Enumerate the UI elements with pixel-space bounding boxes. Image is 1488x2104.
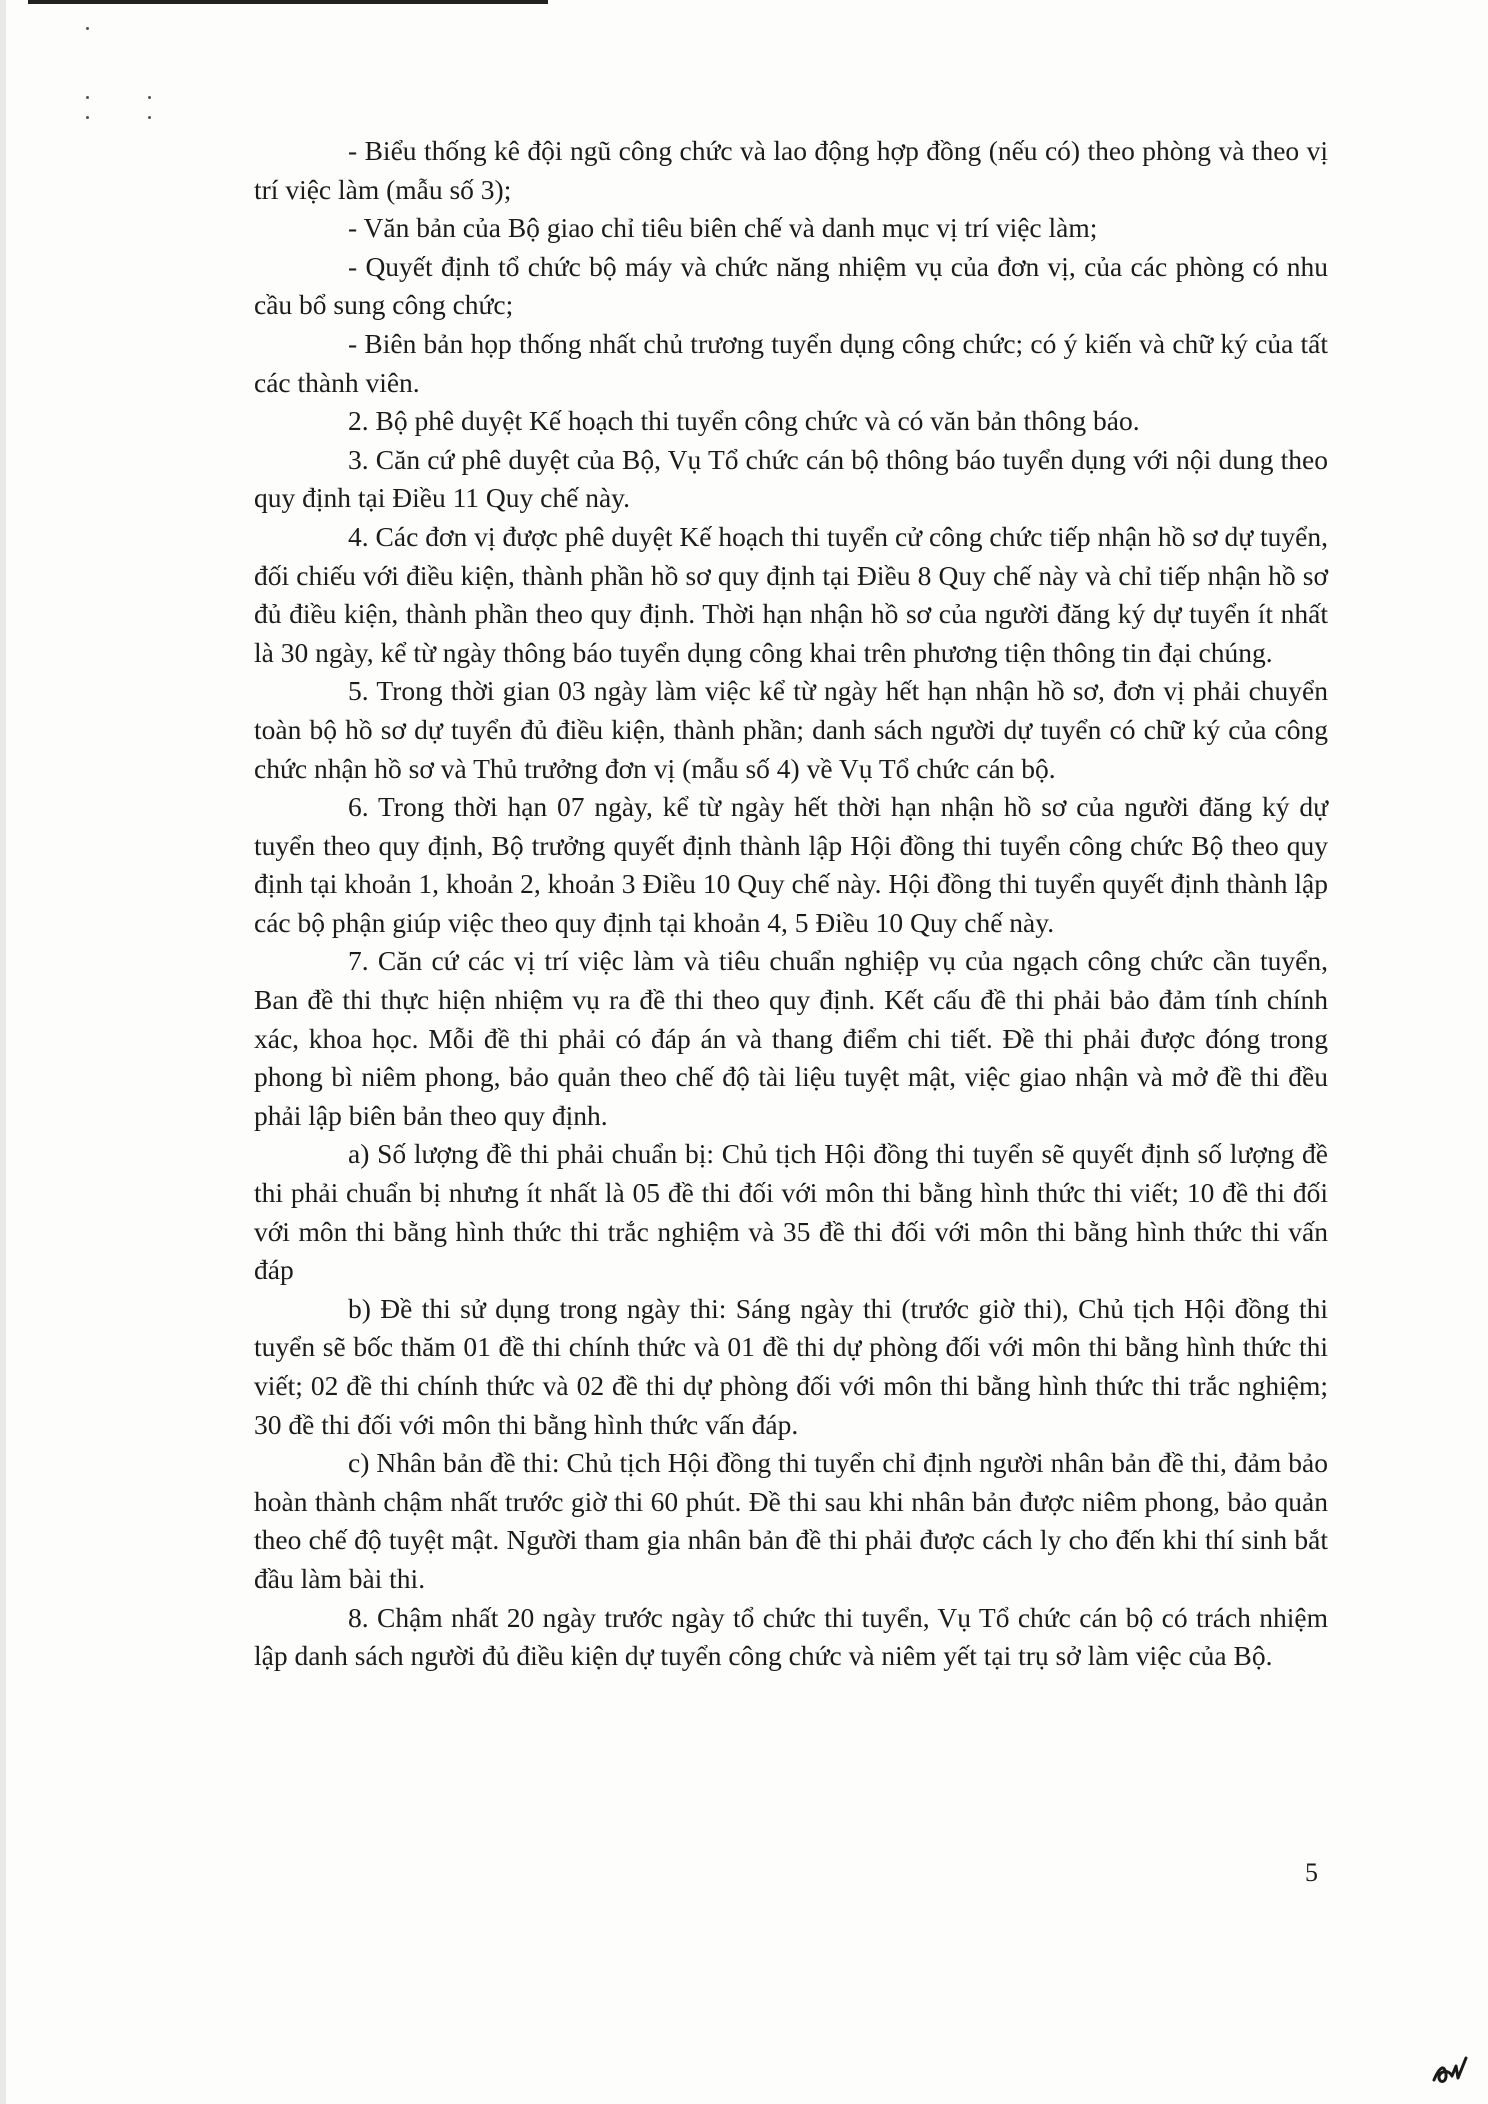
signature-initial-icon (1430, 2052, 1472, 2088)
paragraph-item-4: 4. Các đơn vị được phê duyệt Kế hoạch thi tuyển cử công chức tiếp nhận hồ sơ dự tuyển, đối chiếu với điều kiện, thành phần hồ sơ quy định tại Điều 8 Quy chế này và chỉ tiếp nhận hồ sơ đủ điều kiện, thành phần theo quy định. Thời hạn nhận hồ sơ của người đăng ký dự tuyển ít nhất là 30 ngày, kể từ ngày thông báo tuyển dụng công khai trên phương tiện thông tin đại chúng. (254, 520, 1328, 668)
document-body (254, 132, 1328, 1676)
paragraph-bullet-organization-decision: - Quyết định tổ chức bộ máy và chức năng nhiệm vụ của đơn vị, của các phòng có nhu cầu bổ sung công chức; (254, 250, 1328, 321)
scan-speck (86, 116, 89, 119)
paragraph-bullet-meeting-minutes: - Biên bản họp thống nhất chủ trương tuyển dụng công chức; có ý kiến và chữ ký của tất các thành viên. (254, 327, 1328, 398)
paragraph-item-6: 6. Trong thời hạn 07 ngày, kể từ ngày hết thời hạn nhận hồ sơ của người đăng ký dự tuyển theo quy định, Bộ trưởng quyết định thành lập Hội đồng thi tuyển công chức Bộ theo quy định tại khoản 1, khoản 2, khoản 3 Điều 10 Quy chế này. Hội đồng thi tuyển quyết định thành lập các bộ phận giúp việc theo quy định tại khoản 4, 5 Điều 10 Quy chế này. (254, 791, 1328, 938)
scan-speck (148, 96, 151, 99)
paragraph-item-7: 7. Căn cứ các vị trí việc làm và tiêu chuẩn nghiệp vụ của ngạch công chức cần tuyển, Ban đề thi thực hiện nhiệm vụ ra đề thi theo quy định. Kết cấu đề thi phải bảo đảm tính chính xác, khoa học. Mỗi đề thi phải có đáp án và thang điểm chi tiết. Đề thi phải được đóng trong phong bì niêm phong, bảo quản theo chế độ tài liệu tuyệt mật, việc giao nhận và mở đề thi đều phải lập biên bản theo quy định. (254, 945, 1328, 1131)
paragraph-item-8: 8. Chậm nhất 20 ngày trước ngày tổ chức thi tuyển, Vụ Tổ chức cán bộ có trách nhiệm lập danh sách người đủ điều kiện dự tuyển công chức và niêm yết tại trụ sở làm việc của Bộ. (254, 1601, 1328, 1672)
paragraph-bullet-staff-statistics: - Biểu thống kê đội ngũ công chức và lao động hợp đồng (nếu có) theo phòng và theo vị trí việc làm (mẫu số 3); (254, 135, 1328, 205)
paragraph-item-3: 3. Căn cứ phê duyệt của Bộ, Vụ Tổ chức cán bộ thông báo tuyển dụng với nội dung theo quy định tại Điều 11 Quy chế này. (254, 443, 1328, 514)
scan-top-edge (28, 0, 548, 4)
paragraph-item-5: 5. Trong thời gian 03 ngày làm việc kể từ ngày hết hạn nhận hồ sơ, đơn vị phải chuyển toàn bộ hồ sơ dự tuyển đủ điều kiện, thành phần; danh sách người dự tuyển có chữ ký của công chức nhận hồ sơ và Thủ trưởng đơn vị (mẫu số 4) về Vụ Tổ chức cán bộ. (254, 675, 1328, 784)
scan-speck (148, 116, 151, 119)
paragraph-item-7c: c) Nhân bản đề thi: Chủ tịch Hội đồng thi tuyển chỉ định người nhân bản đề thi, đảm bảo hoàn thành chậm nhất trước giờ thi 60 phút. Đề thi sau khi nhân bản được niêm phong, bảo quản theo chế độ tuyệt mật. Người tham gia nhân bản đề thi phải được cách ly cho đến khi thí sinh bắt đầu làm bài thi. (254, 1447, 1328, 1594)
paragraph-item-7a: a) Số lượng đề thi phải chuẩn bị: Chủ tịch Hội đồng thi tuyển sẽ quyết định số lượng đề thi phải chuẩn bị nhưng ít nhất là 05 đề thi đối với môn thi bằng hình thức thi viết; 10 đề thi đối với môn thi bằng hình thức thi trắc nghiệm và 35 đề thi đối với môn thi bằng hình thức thi vấn đáp (254, 1138, 1328, 1286)
page-number: 5 (1305, 1858, 1318, 1887)
scan-speck (86, 27, 89, 30)
paragraph-item-7b: b) Đề thi sử dụng trong ngày thi: Sáng ngày thi (trước giờ thi), Chủ tịch Hội đồng thi tuyển sẽ bốc thăm 01 đề thi chính thức và 01 đề thi dự phòng đối với môn thi bằng hình thức thi viết; 02 đề thi chính thức và 02 đề thi dự phòng đối với môn thi bằng hình thức thi trắc nghiệm; 30 đề thi đối với môn thi bằng hình thức vấn đáp. (254, 1292, 1328, 1440)
paragraph-item-2: 2. Bộ phê duyệt Kế hoạch thi tuyển công chức và có văn bản thông báo. (348, 405, 1140, 437)
scan-speck (86, 96, 89, 99)
paragraph-bullet-quota-document: - Văn bản của Bộ giao chỉ tiêu biên chế và danh mục vị trí việc làm; (348, 212, 1098, 244)
scan-left-edge (0, 0, 6, 2104)
